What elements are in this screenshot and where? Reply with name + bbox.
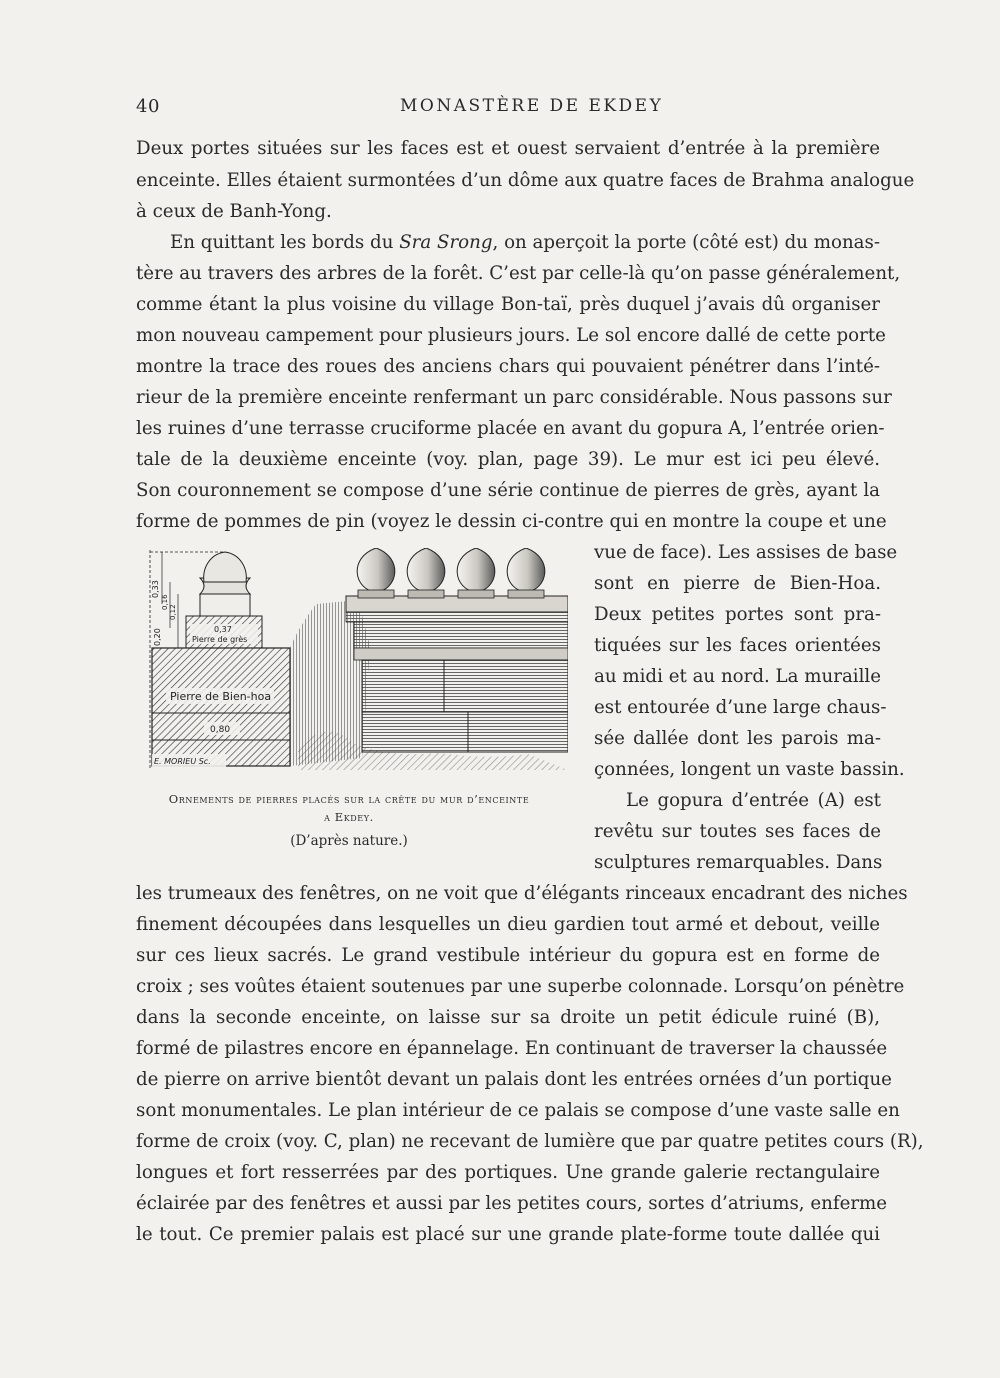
dimension-label: 0,12: [169, 604, 177, 620]
figure-credit: (D’après nature.): [290, 833, 408, 849]
text-line: mon nouveau campement pour plusieurs jours. Le sol encore dallé de cette porte: [136, 325, 886, 346]
running-header: [0, 96, 1000, 122]
section-drawing: [150, 550, 290, 768]
dimension-label: 0,37: [214, 625, 232, 634]
figure-caption: Ornements de pierres placés sur la crête du mur d’enceinte: [168, 792, 530, 806]
text-line: sur ces lieux sacrés. Le grand vestibule intérieur du gopura est en forme de: [136, 945, 880, 966]
wall-ornament-engraving: [148, 548, 568, 776]
text-line: à ceux de Banh-Yong.: [136, 201, 332, 222]
material-label: Pierre de grès: [192, 635, 248, 644]
text-line: sont en pierre de Bien-Hoa.: [594, 573, 881, 594]
text-line: éclairée par des fenêtres et aussi par les petites cours, sortes d’atriums, enferme: [136, 1193, 888, 1214]
text-line: finement découpées dans lesquelles un dieu gardien tout armé et debout, veille: [136, 914, 880, 935]
running-title: MONASTÈRE DE EKDEY: [400, 96, 664, 116]
text-line: tiquées sur les faces orientées: [594, 635, 881, 656]
text-line: tale de la deuxième enceinte (voy. plan, page 39). Le mur est ici peu élevé.: [136, 449, 880, 470]
text-line: Deux portes situées sur les faces est et ouest servaient d’entrée à la première: [136, 138, 880, 159]
dimension-label: 0,16: [161, 594, 169, 610]
text-line: les ruines d’une terrasse cruciforme placée en avant du gopura A, l’entrée orien-: [136, 418, 885, 439]
dimension-label: 0,80: [210, 725, 231, 735]
text-line: çonnées, longent un vaste bassin.: [594, 759, 905, 780]
page-number: 40: [136, 96, 160, 117]
engraver-signature: E. MORIEU Sc.: [154, 757, 211, 766]
text-line: revêtu sur toutes ses faces de: [594, 821, 881, 842]
front-view-drawing: [290, 548, 568, 770]
text-line: Le gopura d’entrée (A) est: [626, 790, 881, 811]
text-line: est entourée d’une large chaus-: [594, 697, 887, 718]
text-line: Deux petites portes sont pra-: [594, 604, 881, 625]
text-line: de pierre on arrive bientôt devant un palais dont les entrées ornées d’un portique: [136, 1069, 892, 1090]
text-line: au midi et au nord. La muraille: [594, 666, 881, 687]
text-line: comme étant la plus voisine du village Bon-taï, près duquel j’avais dû organiser: [136, 294, 880, 315]
text-line: croix ; ses voûtes étaient soutenues par une superbe colonnade. Lorsqu’on pénètre: [136, 976, 905, 997]
text-line: formé de pilastres encore en épannelage. En continuant de traverser la chaussée: [136, 1038, 888, 1059]
text-line: forme de croix (voy. C, plan) ne recevant de lumière que par quatre petites cours (R),: [136, 1131, 924, 1152]
text-line: sculptures remarquables. Dans: [594, 852, 883, 873]
text-line: En quittant les bords du Sra Srong, on aperçoit la porte (côté est) du monas-: [170, 232, 880, 253]
text-line: montre la trace des roues des anciens chars qui pouvaient pénétrer dans l’inté-: [136, 356, 880, 377]
text-line: vue de face). Les assises de base: [594, 542, 898, 563]
italic-place-name: Sra Srong: [399, 232, 493, 253]
text-line: sée dallée dont les parois ma-: [594, 728, 881, 749]
figure-caption-line2: a Ekdey.: [324, 810, 374, 824]
text-line: les trumeaux des fenêtres, on ne voit que d’élégants rinceaux encadrant des niches: [136, 883, 908, 904]
dimension-label: 0,33: [151, 580, 160, 598]
dimension-label: 0,20: [153, 628, 162, 646]
text-line: longues et fort resserrées par des portiques. Une grande galerie rectangulaire: [136, 1162, 880, 1183]
text-line: sont monumentales. Le plan intérieur de ce palais se compose d’une vaste salle en: [136, 1100, 900, 1121]
text-line: tère au travers des arbres de la forêt. C’est par celle-là qu’on passe généralement,: [136, 263, 901, 284]
text-line: le tout. Ce premier palais est placé sur une grande plate-forme toute dallée qui: [136, 1224, 880, 1245]
text-line: dans la seconde enceinte, on laisse sur sa droite un petit édicule ruiné (B),: [136, 1007, 880, 1028]
text-line: Son couronnement se compose d’une série continue de pierres de grès, ayant la: [136, 480, 880, 501]
text-line: enceinte. Elles étaient surmontées d’un dôme aux quatre faces de Brahma analogue: [136, 170, 915, 191]
text-line: forme de pommes de pin (voyez le dessin ci-contre qui en montre la coupe et une: [136, 511, 887, 532]
material-label: Pierre de Bien-hoa: [170, 690, 272, 703]
text-line: rieur de la première enceinte renfermant un parc considérable. Nous passons sur: [136, 387, 892, 408]
